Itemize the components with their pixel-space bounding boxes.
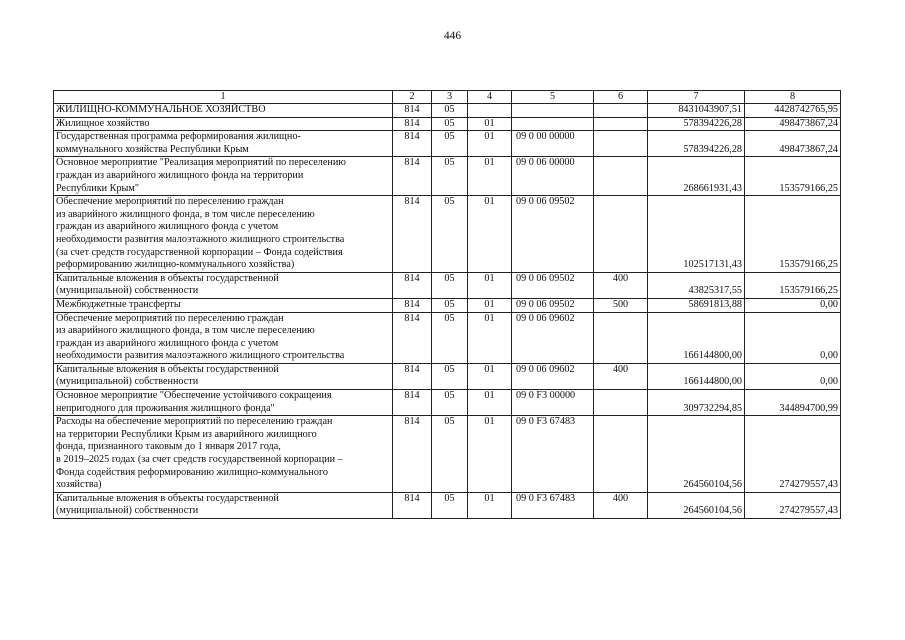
row-amount-2: 0,00: [745, 312, 841, 363]
row-subsection: 01: [468, 157, 512, 196]
row-name: Межбюджетные трансферты: [54, 298, 393, 312]
row-amount-2: 0,00: [745, 298, 841, 312]
row-expense-type: [594, 117, 648, 131]
header-row: [54, 91, 841, 104]
row-amount-2: 153579166,25: [745, 157, 841, 196]
row-amount-2: 4428742765,95: [745, 104, 841, 118]
row-section: 05: [432, 196, 468, 273]
table-row: [54, 272, 841, 298]
row-target-article: [512, 104, 594, 118]
row-expense-type: 400: [594, 363, 648, 389]
row-name: ЖИЛИЩНО-КОММУНАЛЬНОЕ ХОЗЯЙСТВО: [54, 104, 393, 118]
row-subsection: 01: [468, 390, 512, 416]
row-grbs: 814: [393, 157, 432, 196]
table-row: [54, 298, 841, 312]
row-grbs: 814: [393, 363, 432, 389]
table-row: [54, 390, 841, 416]
table-row: [54, 416, 841, 493]
row-name: Государственная программа реформирования жилищно- коммунального хозяйства Республики Крым: [54, 131, 393, 157]
row-target-article: 09 0 06 09502: [512, 196, 594, 273]
table-row: [54, 104, 841, 118]
row-target-article: 09 0 06 09502: [512, 298, 594, 312]
row-name: Капитальные вложения в объекты государственной (муниципальной) собственности: [54, 272, 393, 298]
budget-table: [53, 90, 841, 519]
row-amount-1: 309732294,85: [648, 390, 745, 416]
row-amount-1: 268661931,43: [648, 157, 745, 196]
row-target-article: 09 0 F3 67483: [512, 492, 594, 518]
column-header: 7: [648, 91, 745, 104]
row-amount-1: 264560104,56: [648, 492, 745, 518]
row-amount-1: 8431043907,51: [648, 104, 745, 118]
row-subsection: 01: [468, 272, 512, 298]
row-name: Основное мероприятие "Обеспечение устойчивого сокращения непригодного для проживания жилищного фонда": [54, 390, 393, 416]
row-section: 05: [432, 131, 468, 157]
row-grbs: 814: [393, 312, 432, 363]
row-grbs: 814: [393, 131, 432, 157]
row-grbs: 814: [393, 104, 432, 118]
row-name: Расходы на обеспечение мероприятий по переселению граждан на территории Республики Крым из аварийного жилищного фонда, признанного таковым до 1 января 2017 года, в 2019–2025 годах (за счет средств государственной корпорации – Фонда содействия реформированию жилищно-коммунального хозяйства): [54, 416, 393, 493]
row-grbs: 814: [393, 298, 432, 312]
table-row: [54, 492, 841, 518]
row-target-article: [512, 117, 594, 131]
row-section: 05: [432, 104, 468, 118]
row-subsection: [468, 104, 512, 118]
row-expense-type: 400: [594, 272, 648, 298]
row-amount-1: 166144800,00: [648, 363, 745, 389]
row-expense-type: [594, 416, 648, 493]
table-row: [54, 117, 841, 131]
row-section: 05: [432, 157, 468, 196]
row-name: Капитальные вложения в объекты государственной (муниципальной) собственности: [54, 363, 393, 389]
row-section: 05: [432, 298, 468, 312]
row-section: 05: [432, 416, 468, 493]
row-target-article: 09 0 F3 67483: [512, 416, 594, 493]
row-name: Жилищное хозяйство: [54, 117, 393, 131]
column-header: 1: [54, 91, 393, 104]
row-amount-1: 58691813,88: [648, 298, 745, 312]
row-amount-1: 264560104,56: [648, 416, 745, 493]
row-grbs: 814: [393, 196, 432, 273]
row-expense-type: [594, 312, 648, 363]
row-grbs: 814: [393, 272, 432, 298]
row-expense-type: 400: [594, 492, 648, 518]
row-expense-type: 500: [594, 298, 648, 312]
row-amount-1: 43825317,55: [648, 272, 745, 298]
row-target-article: 09 0 06 09602: [512, 363, 594, 389]
row-amount-2: 274279557,43: [745, 416, 841, 493]
row-expense-type: [594, 104, 648, 118]
column-header: 4: [468, 91, 512, 104]
row-amount-2: 344894700,99: [745, 390, 841, 416]
row-amount-1: 166144800,00: [648, 312, 745, 363]
row-grbs: 814: [393, 492, 432, 518]
row-amount-2: 498473867,24: [745, 131, 841, 157]
column-header: 5: [512, 91, 594, 104]
row-target-article: 09 0 06 09502: [512, 272, 594, 298]
row-expense-type: [594, 131, 648, 157]
row-subsection: 01: [468, 117, 512, 131]
row-grbs: 814: [393, 416, 432, 493]
row-amount-2: 274279557,43: [745, 492, 841, 518]
row-subsection: 01: [468, 196, 512, 273]
row-expense-type: [594, 157, 648, 196]
row-name: Обеспечение мероприятий по переселению граждан из аварийного жилищного фонда, в том числе переселению граждан из аварийного жилищного фонда с учетом необходимости развития малоэтажного жилищного строительства (за счет средств государственной корпорации – Фонда содействия реформированию жилищно-коммунального хозяйства): [54, 196, 393, 273]
row-amount-2: 153579166,25: [745, 196, 841, 273]
row-subsection: 01: [468, 131, 512, 157]
row-grbs: 814: [393, 390, 432, 416]
row-section: 05: [432, 492, 468, 518]
row-amount-2: 498473867,24: [745, 117, 841, 131]
row-section: 05: [432, 117, 468, 131]
table-row: [54, 131, 841, 157]
column-header: 2: [393, 91, 432, 104]
row-name: Основное мероприятие "Реализация мероприятий по переселению граждан из аварийного жилищного фонда на территории Республики Крым": [54, 157, 393, 196]
row-amount-2: 153579166,25: [745, 272, 841, 298]
table-row: [54, 157, 841, 196]
row-target-article: 09 0 F3 00000: [512, 390, 594, 416]
row-target-article: 09 0 00 00000: [512, 131, 594, 157]
row-name: Обеспечение мероприятий по переселению граждан из аварийного жилищного фонда, в том числе переселению граждан из аварийного жилищного фонда с учетом необходимости развития малоэтажного жилищного строительства: [54, 312, 393, 363]
table-row: [54, 196, 841, 273]
row-expense-type: [594, 390, 648, 416]
row-section: 05: [432, 312, 468, 363]
table-row: [54, 363, 841, 389]
row-target-article: 09 0 06 00000: [512, 157, 594, 196]
column-header: 3: [432, 91, 468, 104]
row-section: 05: [432, 272, 468, 298]
row-subsection: 01: [468, 298, 512, 312]
row-section: 05: [432, 390, 468, 416]
row-amount-1: 578394226,28: [648, 117, 745, 131]
row-target-article: 09 0 06 09602: [512, 312, 594, 363]
row-subsection: 01: [468, 492, 512, 518]
row-expense-type: [594, 196, 648, 273]
column-header: 8: [745, 91, 841, 104]
row-section: 05: [432, 363, 468, 389]
page-number: 446: [443, 30, 462, 42]
row-subsection: 01: [468, 312, 512, 363]
row-amount-1: 102517131,43: [648, 196, 745, 273]
table-row: [54, 312, 841, 363]
row-amount-2: 0,00: [745, 363, 841, 389]
column-header: 6: [594, 91, 648, 104]
row-subsection: 01: [468, 416, 512, 493]
row-grbs: 814: [393, 117, 432, 131]
row-amount-1: 578394226,28: [648, 131, 745, 157]
row-subsection: 01: [468, 363, 512, 389]
row-name: Капитальные вложения в объекты государственной (муниципальной) собственности: [54, 492, 393, 518]
